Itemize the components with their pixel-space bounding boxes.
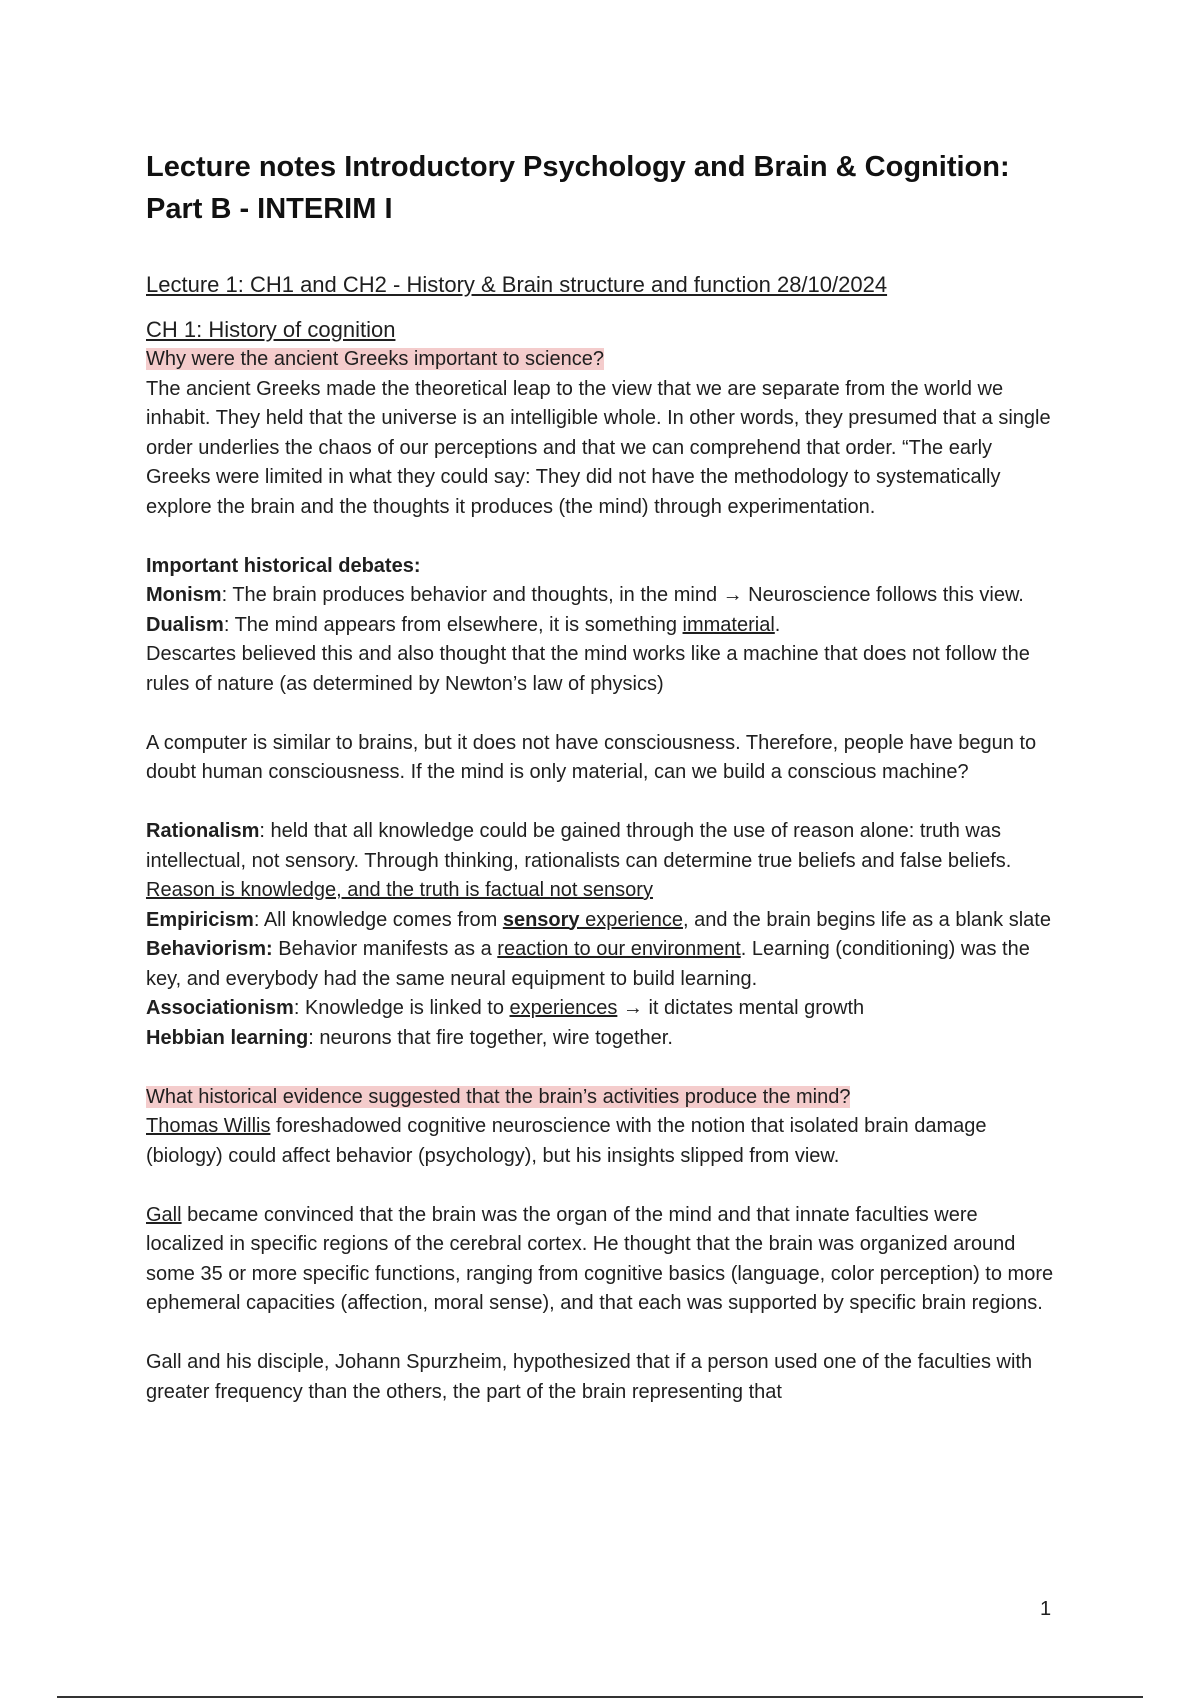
highlighted-question: Why were the ancient Greeks important to science? [146, 348, 604, 370]
paragraph-computer: A computer is similar to brains, but it does not have consciousness. Therefore, people have begun to doubt human consciousness. If the mind is only material, can we build a conscious machine? [146, 731, 1037, 783]
rationalism-definition: : held that all knowledge could be gained through the use of reason alone: truth was intellectual, not sensory. Through thinking, rationalists can determine true beliefs and false beliefs. [146, 820, 1012, 872]
gall-text: became convinced that the brain was the organ of the mind and that innate faculties were localized in specific regions of the cerebral cortex. He thought that the brain was organized around some 35 or more specific functions, ranging from cognitive basics (language, color perception) to more ephemeral capacities (affection, moral sense), and that each was supported by specific brain regions. [146, 1203, 1054, 1314]
rationalism-underlined: Reason is knowledge, and the truth is factual not sensory [146, 879, 653, 901]
question-greeks [146, 345, 1056, 375]
paragraph-dualism [146, 611, 1056, 641]
page-divider [57, 1696, 1143, 1698]
term-behaviorism: Behaviorism: [146, 938, 273, 960]
chapter-heading: CH 1: History of cognition [146, 317, 396, 342]
term-associationism: Associationism [146, 997, 294, 1019]
term-rationalism: Rationalism [146, 820, 260, 842]
name-gall: Gall [146, 1203, 182, 1226]
associationism-end: → it dictates mental growth [617, 997, 865, 1019]
highlighted-question: What historical evidence suggested that the brain’s activities produce the mind? [146, 1085, 851, 1108]
paragraph-willis [146, 1112, 1056, 1171]
empiricism-underlined: experience [579, 908, 683, 931]
lecture-heading: Lecture 1: CH1 and CH2 - History & Brain structure and function 28/10/2024 [146, 272, 888, 297]
paragraph-descartes: Descartes believed this and also thought that the mind works like a machine that does not follow the rules of nature (as determined by Newton’s law of physics) [146, 643, 1030, 695]
paragraph-empiricism [146, 906, 1056, 936]
paragraph-hebbian [146, 1024, 1056, 1054]
term-monism: Monism [146, 584, 222, 606]
term-hebbian: Hebbian learning [146, 1026, 309, 1049]
paragraph-greeks: The ancient Greeks made the theoretical leap to the view that we are separate from the world we inhabit. They held that the universe is an intelligible whole. In other words, they presumed that a single order underlies the chaos of our perceptions and that we can comprehend that order. “The early Greeks were limited in what they could say: They did not have the methodology to systematically explore the brain and the thoughts it produces (the mind) through experimentation. [146, 377, 1051, 518]
empiricism-bold-underlined: sensory [502, 908, 580, 931]
term-empiricism: Empiricism [146, 908, 254, 931]
behaviorism-definition: Behavior manifests as a [272, 938, 498, 960]
paragraph-spurzheim: Gall and his disciple, Johann Spurzheim, hypothesized that if a person used one of the faculties with greater frequency than the others, the part of the brain representing that [146, 1351, 1033, 1403]
dualism-underlined: immaterial [682, 613, 775, 636]
hebbian-definition: : neurons that fire together, wire together. [308, 1026, 673, 1049]
paragraph-gall [146, 1201, 1056, 1319]
term-dualism: Dualism [146, 613, 224, 636]
monism-definition: : The brain produces behavior and thoughts, in the mind → Neuroscience follows this view. [221, 584, 1024, 606]
dualism-end: . [774, 613, 781, 636]
empiricism-definition: : All knowledge comes from [253, 908, 503, 931]
document-body [146, 315, 1056, 1407]
page-number: 1 [1040, 1598, 1052, 1620]
behaviorism-end: . Learning (conditioning) was the key, and everybody had the same neural equipment to build learning. [146, 938, 1030, 990]
debates-heading: Important historical debates: [146, 554, 421, 577]
empiricism-end: , and the brain begins life as a blank slate [682, 908, 1051, 931]
willis-text: foreshadowed cognitive neuroscience with the notion that isolated brain damage (biology) could affect behavior (psychology), but his insights slipped from view. [146, 1115, 987, 1167]
paragraph-monism [146, 581, 1056, 611]
paragraph-associationism [146, 994, 1056, 1024]
associationism-underlined: experiences [509, 997, 618, 1019]
dualism-definition: : The mind appears from elsewhere, it is something [223, 613, 683, 636]
associationism-definition: : Knowledge is linked to [293, 997, 510, 1019]
document-title: Lecture notes Introductory Psychology and Brain & Cognition: Part B - INTERIM I [146, 151, 1010, 225]
paragraph-behaviorism [146, 935, 1056, 994]
paragraph-rationalism [146, 817, 1056, 906]
name-willis: Thomas Willis [146, 1115, 271, 1137]
behaviorism-underlined: reaction to our environment [497, 938, 741, 960]
question-evidence [146, 1083, 1056, 1113]
